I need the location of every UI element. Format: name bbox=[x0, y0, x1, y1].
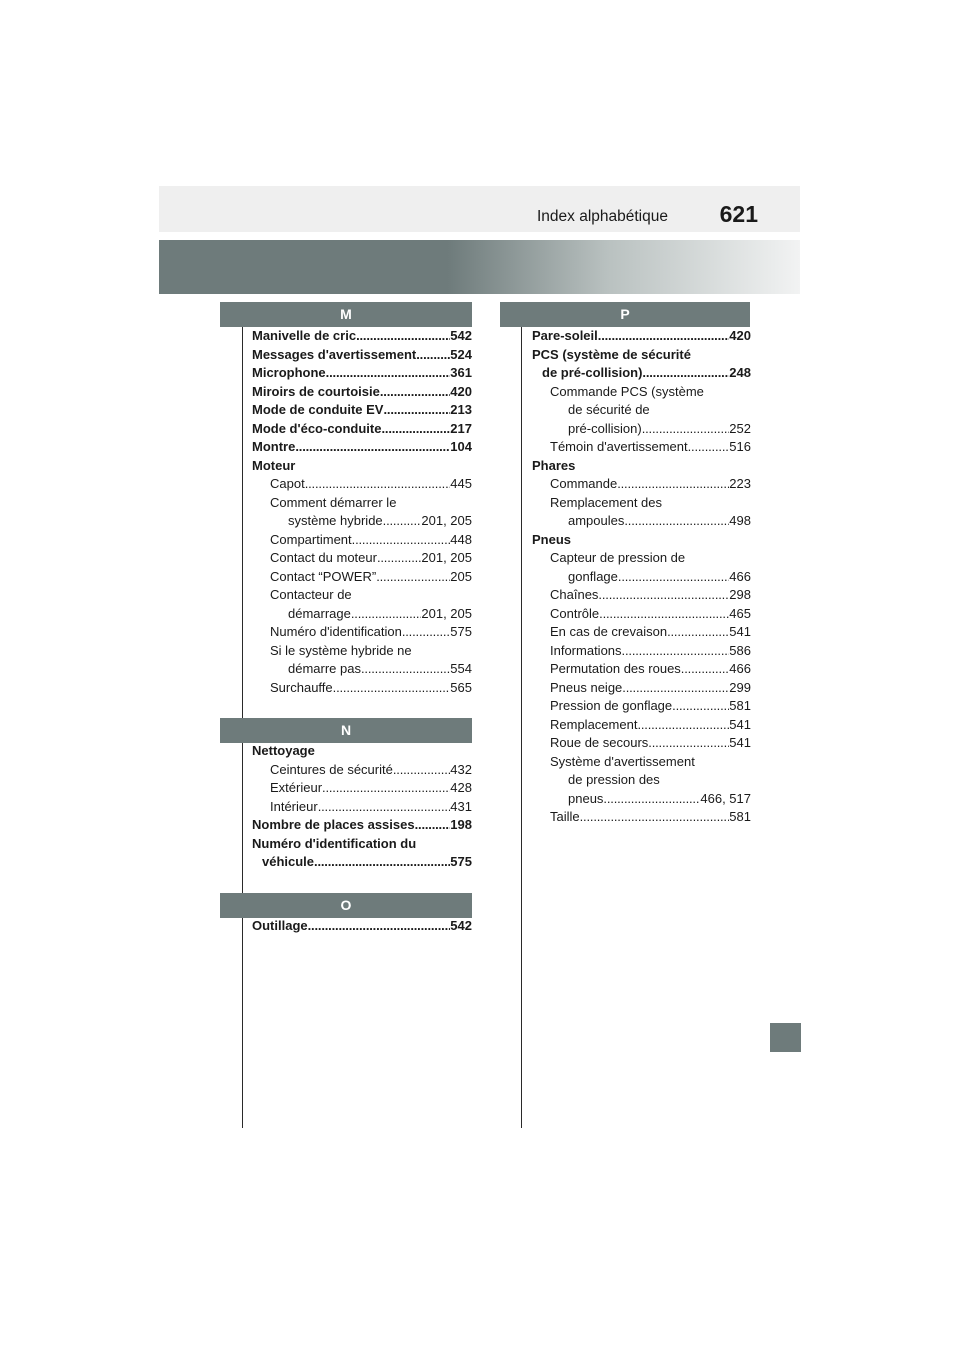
entry-term: Compartiment bbox=[270, 531, 352, 547]
index-entry bbox=[252, 549, 472, 568]
index-entry bbox=[252, 679, 472, 698]
index-entry bbox=[532, 660, 751, 679]
entry-term: Contact “POWER” bbox=[270, 568, 377, 584]
index-entry bbox=[532, 771, 751, 790]
index-entry bbox=[532, 808, 751, 827]
entry-page: 541 bbox=[729, 624, 751, 639]
entry-page: 465 bbox=[729, 605, 751, 621]
entry-term: Capteur de pression de bbox=[550, 550, 686, 565]
index-entry bbox=[532, 457, 751, 476]
index-entry bbox=[252, 512, 472, 531]
dot-leader bbox=[599, 605, 729, 624]
entry-term: de pré-collision) bbox=[542, 365, 643, 380]
dot-leader bbox=[416, 346, 450, 365]
dot-leader bbox=[598, 327, 730, 346]
entry-page: 201, 205 bbox=[421, 605, 472, 621]
index-entry bbox=[252, 742, 472, 761]
entry-term: Commande bbox=[550, 476, 618, 491]
dot-leader bbox=[672, 697, 729, 716]
entry-page: 248 bbox=[729, 365, 751, 380]
dot-leader bbox=[637, 716, 729, 735]
entry-term: Taille bbox=[550, 809, 580, 824]
entry-term: Mode de conduite EV bbox=[252, 402, 384, 417]
dot-leader bbox=[383, 401, 450, 420]
index-entry bbox=[532, 790, 751, 809]
dot-leader bbox=[318, 798, 451, 817]
entry-term: Témoin d'avertissement bbox=[550, 439, 688, 454]
entry-term: PCS (système de sécurité bbox=[532, 346, 691, 362]
entry-term: Contact du moteur bbox=[270, 550, 377, 565]
index-entry bbox=[252, 835, 472, 854]
index-entry bbox=[532, 494, 751, 513]
index-entry bbox=[532, 697, 751, 716]
index-entry bbox=[252, 853, 472, 872]
dot-leader bbox=[603, 790, 700, 809]
entry-page: 201, 205 bbox=[421, 550, 472, 565]
dot-leader bbox=[618, 568, 729, 587]
entry-page: 581 bbox=[729, 809, 751, 824]
index-entry bbox=[252, 346, 472, 365]
entry-page: 565 bbox=[450, 679, 472, 695]
entry-page: 298 bbox=[729, 587, 751, 602]
index-entry bbox=[532, 420, 751, 439]
entry-term: Si le système hybride ne bbox=[270, 642, 412, 658]
index-entry bbox=[532, 327, 751, 346]
index-list-p bbox=[532, 327, 751, 827]
dot-leader bbox=[322, 779, 450, 798]
index-entry bbox=[252, 623, 472, 642]
entry-term: Commande PCS (système bbox=[550, 383, 704, 399]
dot-leader bbox=[393, 761, 450, 780]
entry-term: gonflage bbox=[568, 568, 618, 584]
index-entry bbox=[252, 779, 472, 798]
dot-leader bbox=[356, 327, 450, 346]
index-entry bbox=[532, 568, 751, 587]
entry-term: véhicule bbox=[262, 854, 315, 869]
dot-leader bbox=[361, 660, 450, 679]
index-entry bbox=[532, 679, 751, 698]
entry-term: Capot bbox=[270, 476, 305, 491]
dot-leader bbox=[580, 808, 730, 827]
index-entry bbox=[252, 327, 472, 346]
entry-term: Contacteur de bbox=[270, 587, 352, 602]
entry-term: pré-collision) bbox=[568, 420, 642, 436]
index-entry bbox=[532, 475, 751, 494]
index-entry bbox=[252, 586, 472, 605]
entry-term: Chaînes bbox=[550, 587, 599, 602]
entry-term: Phares bbox=[532, 457, 576, 473]
dot-leader bbox=[415, 816, 451, 835]
entry-term: système hybride bbox=[288, 513, 383, 528]
entry-page: 361 bbox=[450, 365, 472, 380]
dot-leader bbox=[622, 679, 729, 698]
entry-term: démarrage bbox=[288, 605, 351, 621]
dot-leader bbox=[667, 623, 729, 642]
index-entry bbox=[252, 457, 472, 476]
dot-leader bbox=[383, 512, 422, 531]
entry-page: 420 bbox=[450, 383, 472, 399]
entry-term: En cas de crevaison bbox=[550, 624, 668, 639]
index-entry bbox=[532, 512, 751, 531]
entry-page: 299 bbox=[729, 679, 751, 695]
index-entry bbox=[252, 761, 472, 780]
chapter-tab-marker bbox=[770, 1023, 801, 1052]
entry-term: ampoules bbox=[568, 513, 625, 528]
entry-page: 428 bbox=[450, 780, 472, 795]
index-entry bbox=[532, 346, 751, 365]
entry-page: 213 bbox=[450, 402, 472, 417]
index-entry bbox=[252, 401, 472, 420]
dot-leader bbox=[305, 475, 451, 494]
index-entry bbox=[252, 438, 472, 457]
dot-leader bbox=[377, 549, 421, 568]
entry-page: 498 bbox=[729, 513, 751, 528]
entry-term: de pression des bbox=[568, 772, 660, 787]
entry-page: 586 bbox=[729, 642, 751, 658]
entry-term: Remplacement des bbox=[550, 494, 662, 510]
index-entry bbox=[252, 798, 472, 817]
index-list-o bbox=[252, 917, 472, 936]
dot-leader bbox=[380, 383, 450, 402]
entry-term: Contrôle bbox=[550, 605, 600, 621]
entry-term: Miroirs de courtoisie bbox=[252, 383, 380, 399]
entry-page: 201, 205 bbox=[421, 513, 472, 528]
entry-term: Ceintures de sécurité bbox=[270, 761, 393, 777]
entry-term: de sécurité de bbox=[568, 402, 650, 417]
entry-term: Remplacement bbox=[550, 716, 638, 732]
entry-page: 445 bbox=[450, 476, 472, 491]
entry-page: 448 bbox=[450, 531, 472, 547]
index-entry bbox=[532, 531, 751, 550]
entry-term: Informations bbox=[550, 642, 622, 658]
entry-page: 575 bbox=[450, 624, 472, 639]
index-entry bbox=[532, 364, 751, 383]
entry-term: Surchauffe bbox=[270, 679, 333, 695]
dot-leader bbox=[352, 531, 451, 550]
entry-page: 524 bbox=[450, 346, 472, 362]
index-entry bbox=[252, 531, 472, 550]
entry-page: 575 bbox=[450, 854, 472, 869]
section-header-p: P bbox=[500, 302, 750, 327]
page-header bbox=[159, 186, 800, 232]
entry-term: Montre bbox=[252, 439, 296, 454]
entry-page: 104 bbox=[450, 439, 472, 454]
entry-term: Intérieur bbox=[270, 798, 318, 814]
entry-term: Permutation des roues bbox=[550, 661, 681, 676]
decorative-gradient-band bbox=[159, 240, 800, 294]
dot-leader bbox=[622, 642, 730, 661]
index-entry bbox=[532, 605, 751, 624]
column-divider-right bbox=[521, 318, 522, 1128]
entry-term: Outillage bbox=[252, 918, 308, 933]
entry-page: 431 bbox=[450, 798, 472, 814]
entry-term: Manivelle de cric bbox=[252, 328, 357, 343]
entry-term: Mode d'éco-conduite bbox=[252, 420, 382, 436]
index-entry bbox=[532, 586, 751, 605]
index-entry bbox=[252, 917, 472, 936]
entry-term: Pneus neige bbox=[550, 679, 623, 695]
index-entry bbox=[252, 364, 472, 383]
dot-leader bbox=[376, 568, 450, 587]
index-entry bbox=[532, 716, 751, 735]
entry-page: 252 bbox=[729, 420, 751, 436]
index-entry bbox=[252, 475, 472, 494]
entry-term: Messages d'avertissement bbox=[252, 346, 417, 362]
entry-page: 223 bbox=[729, 476, 751, 491]
index-entry bbox=[532, 734, 751, 753]
index-entry bbox=[252, 660, 472, 679]
entry-term: Microphone bbox=[252, 365, 326, 380]
entry-page: 516 bbox=[729, 439, 751, 454]
dot-leader bbox=[688, 438, 730, 457]
dot-leader bbox=[598, 586, 729, 605]
entry-page: 541 bbox=[729, 735, 751, 750]
entry-term: Extérieur bbox=[270, 780, 323, 795]
entry-page: 466 bbox=[729, 568, 751, 584]
entry-term: Roue de secours bbox=[550, 735, 649, 750]
dot-leader bbox=[402, 623, 450, 642]
entry-page: 581 bbox=[729, 698, 751, 713]
index-list-m bbox=[252, 327, 472, 697]
entry-page: 205 bbox=[450, 568, 472, 584]
entry-page: 466 bbox=[729, 661, 751, 676]
index-entry bbox=[252, 568, 472, 587]
entry-term: Pneus bbox=[532, 531, 572, 547]
entry-term: pneus bbox=[568, 790, 604, 806]
entry-page: 541 bbox=[729, 716, 751, 732]
entry-term: Moteur bbox=[252, 457, 296, 473]
entry-term: Nettoyage bbox=[252, 743, 315, 758]
index-entry bbox=[252, 494, 472, 513]
index-entry bbox=[532, 401, 751, 420]
index-entry bbox=[532, 438, 751, 457]
dot-leader bbox=[642, 364, 729, 383]
entry-term: Numéro d'identification du bbox=[252, 835, 417, 851]
entry-page: 542 bbox=[450, 918, 472, 933]
dot-leader bbox=[648, 734, 729, 753]
entry-page: 217 bbox=[450, 420, 472, 436]
dot-leader bbox=[351, 605, 422, 624]
entry-term: Comment démarrer le bbox=[270, 494, 397, 510]
dot-leader bbox=[617, 475, 729, 494]
entry-term: Numéro d'identification bbox=[270, 624, 402, 639]
index-entry bbox=[252, 383, 472, 402]
index-entry bbox=[532, 642, 751, 661]
index-entry bbox=[532, 623, 751, 642]
dot-leader bbox=[624, 512, 729, 531]
entry-term: Nombre de places assises bbox=[252, 817, 415, 832]
index-entry bbox=[252, 605, 472, 624]
entry-term: Pression de gonflage bbox=[550, 698, 673, 713]
section-title: Index alphabétique bbox=[536, 208, 668, 225]
entry-page: 198 bbox=[450, 817, 472, 832]
dot-leader bbox=[381, 420, 450, 439]
entry-page: 542 bbox=[450, 328, 472, 343]
index-entry bbox=[252, 816, 472, 835]
entry-page: 432 bbox=[450, 761, 472, 777]
index-entry bbox=[532, 753, 751, 772]
page-number: 621 bbox=[719, 201, 758, 227]
entry-term: Pare-soleil bbox=[532, 328, 598, 343]
section-header-n: N bbox=[220, 718, 472, 743]
dot-leader bbox=[333, 679, 451, 698]
index-entry bbox=[532, 549, 751, 568]
dot-leader bbox=[681, 660, 730, 679]
entry-page: 466, 517 bbox=[700, 790, 751, 806]
section-header-m: M bbox=[220, 302, 472, 327]
dot-leader bbox=[308, 917, 451, 936]
section-header-o: O bbox=[220, 893, 472, 918]
entry-page: 554 bbox=[450, 661, 472, 676]
index-list-n bbox=[252, 742, 472, 872]
index-entry bbox=[532, 383, 751, 402]
dot-leader bbox=[295, 438, 450, 457]
dot-leader bbox=[314, 853, 450, 872]
dot-leader bbox=[642, 420, 730, 439]
index-entry bbox=[252, 642, 472, 661]
entry-term: Système d'avertissement bbox=[550, 753, 695, 769]
entry-page: 420 bbox=[729, 328, 751, 343]
index-entry bbox=[252, 420, 472, 439]
dot-leader bbox=[326, 364, 451, 383]
entry-term: démarre pas bbox=[288, 661, 361, 676]
